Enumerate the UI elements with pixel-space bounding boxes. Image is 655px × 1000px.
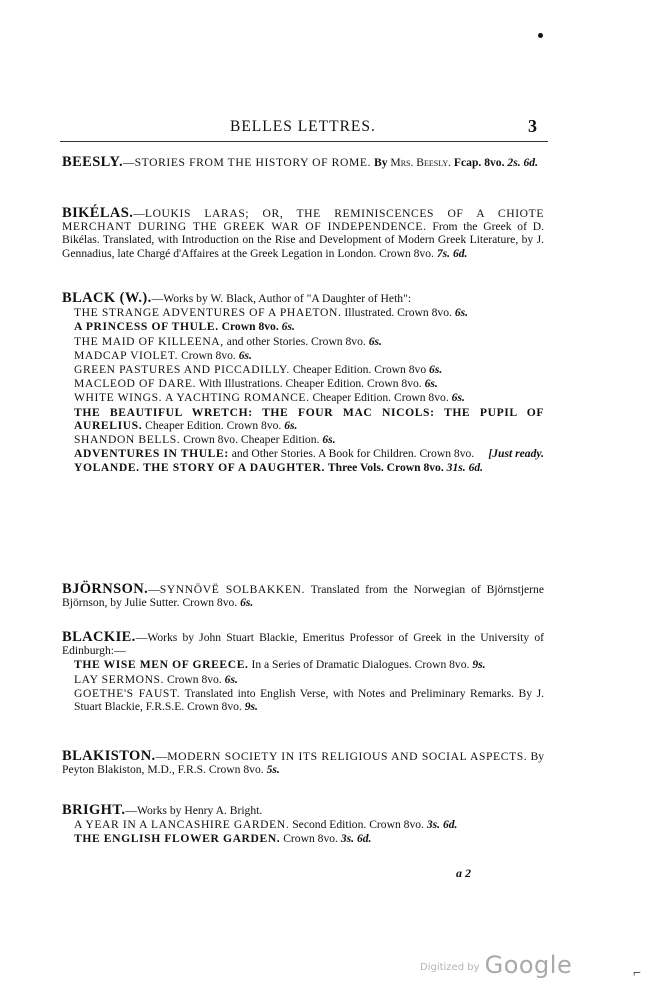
google-watermark: [420, 951, 572, 979]
ink-dot: [538, 33, 543, 38]
format: Fcap. 8vo.: [453, 156, 505, 169]
entry-heading: BEESLY.: [62, 154, 123, 170]
entry-intro: BLACK (W.).—Works by W. Black, Author of "A Daughter of Heth":: [62, 290, 412, 306]
work-item: WHITE WINGS. A YACHTING ROMANCE. Cheaper Edition. Crown 8vo. 6s.: [74, 391, 465, 405]
work-item: SHANDON BELLS. Crown 8vo. Cheaper Edition. 6s.: [74, 433, 336, 447]
entry-heading: BLACK (W.).: [62, 290, 152, 306]
entry-blackie: [62, 631, 544, 713]
description: From the Greek of D. Bikélas. Translated, with Introduction on the Rise and Development of Modern Greek Literature, by J. Gennadius,: [62, 220, 544, 260]
entry-bright: [62, 804, 544, 846]
google-logo: Google: [484, 951, 573, 979]
description: Translated from the Norwegian of Björnstjerne Björnson, by Julie Sutter. Crown 8vo.: [62, 583, 544, 610]
price: 2s. 6d.: [507, 156, 538, 169]
description: By Peyton Blakiston, M.D., F.R.S. Crown 8vo.: [62, 750, 544, 777]
work-item: YOLANDE. THE STORY OF A DAUGHTER. Three Vols. Crown 8vo. 31s. 6d.: [74, 461, 484, 475]
book-title: LOUKIS LARAS; OR, THE REMINISCENCES OF A CHIOTE MERCHANT DURING THE GREEK WAR OF INDEPENDENCE.: [62, 207, 544, 234]
book-title: SYNNÖVË SOLBAKKEN.: [159, 583, 305, 596]
entry-heading: BRIGHT.: [62, 802, 126, 818]
description: late Chargé d'Affaires at the Greek Legation in London. Crown 8vo.: [117, 246, 434, 260]
work-item: THE STRANGE ADVENTURES OF A PHAETON. Illustrated. Crown 8vo. 6s.: [74, 306, 469, 320]
entry-heading: BLAKISTON.: [62, 748, 156, 764]
work-item: THE ENGLISH FLOWER GARDEN. Crown 8vo. 3s. 6d.: [74, 832, 372, 846]
running-header: BELLES LETTRES.: [230, 118, 376, 135]
entry-heading: BIKÉLAS.: [62, 205, 134, 221]
page-number: 3: [528, 116, 537, 136]
entry-bikelas: BIKÉLAS.—LOUKIS LARAS; OR, THE REMINISCENCES OF A CHIOTE MERCHANT DURING THE GREEK WAR OF INDEPENDENCE. From the Greek of D. Bikélas. Translated, with Introduction on the Rise and Development of Modern Greek Literature, by J. Gennadius, late Chargé d'Affaires at the Greek Legation in London. Crown 8vo. 7s. 6d.: [62, 205, 544, 260]
margin-mark-icon: ⌐: [633, 966, 641, 981]
work-item: A YEAR IN A LANCASHIRE GARDEN. Second Edition. Crown 8vo. 3s. 6d.: [74, 818, 458, 832]
book-title: STORIES FROM THE HISTORY OF ROME.: [134, 156, 372, 169]
work-item: ADVENTURES IN THULE: and Other Stories. A Book for Children. Crown 8vo. [Just ready.: [74, 447, 544, 461]
work-item: LAY SERMONS. Crown 8vo. 6s.: [74, 672, 238, 686]
book-title: MODERN SOCIETY IN ITS RELIGIOUS AND SOCIAL ASPECTS.: [167, 750, 528, 763]
price: 6s.: [240, 596, 254, 610]
work-item: MADCAP VIOLET. Crown 8vo. 6s.: [74, 348, 252, 362]
signature-mark: a 2: [456, 866, 471, 880]
work-item: THE BEAUTIFUL WRETCH: THE FOUR MAC NICOLS: THE PUPIL OF AURELIUS. Cheaper Edition. Crown 8vo. 6s.: [74, 405, 544, 432]
work-item: MACLEOD OF DARE. With Illustrations. Cheaper Edition. Crown 8vo. 6s.: [74, 377, 438, 391]
entry-heading: BJÖRNSON.: [62, 581, 149, 597]
entry-intro: BLACKIE.—Works by John Stuart Blackie, Emeritus Professor of Greek in the University of Edinburgh:—: [62, 629, 544, 658]
work-item: A PRINCESS OF THULE. Crown 8vo. 6s.: [74, 320, 295, 334]
status-note: [Just ready.: [488, 447, 544, 461]
work-item: THE WISE MEN OF GREECE. In a Series of Dramatic Dialogues. Crown 8vo. 9s.: [74, 658, 486, 672]
entry-bjornson: BJÖRNSON.—SYNNÖVË SOLBAKKEN. Translated from the Norwegian of Björnstjerne Björnson, by Julie Sutter. Crown 8vo. 6s.: [62, 581, 544, 610]
entry-black: [62, 292, 544, 475]
entry-intro: BRIGHT.—Works by Henry A. Bright.: [62, 802, 263, 818]
work-item: GOETHE'S FAUST. Translated into English Verse, with Notes and Preliminary Remarks. By J. Stuart Blackie, F.R.S.E. Crown 8vo. 9s.: [74, 686, 544, 714]
watermark-prefix: Digitized by: [420, 962, 480, 973]
author: Mrs. Beesly.: [390, 156, 452, 169]
price: 5s.: [266, 763, 280, 777]
work-item: THE MAID OF KILLEENA, and other Stories. Crown 8vo. 6s.: [74, 334, 382, 348]
entry-beesly: BEESLY.—STORIES FROM THE HISTORY OF ROME. By Mrs. Beesly. Fcap. 8vo. 2s. 6d.: [62, 154, 538, 170]
entry-blakiston: BLAKISTON.—MODERN SOCIETY IN ITS RELIGIOUS AND SOCIAL ASPECTS. By Peyton Blakiston, M.D., F.R.S. Crown 8vo. 5s.: [62, 748, 544, 777]
work-item: GREEN PASTURES AND PICCADILLY. Cheaper Edition. Crown 8vo 6s.: [74, 363, 443, 377]
price: 7s. 6d.: [436, 246, 468, 260]
entry-heading: BLACKIE.: [62, 629, 136, 645]
header-rule: [60, 141, 548, 142]
